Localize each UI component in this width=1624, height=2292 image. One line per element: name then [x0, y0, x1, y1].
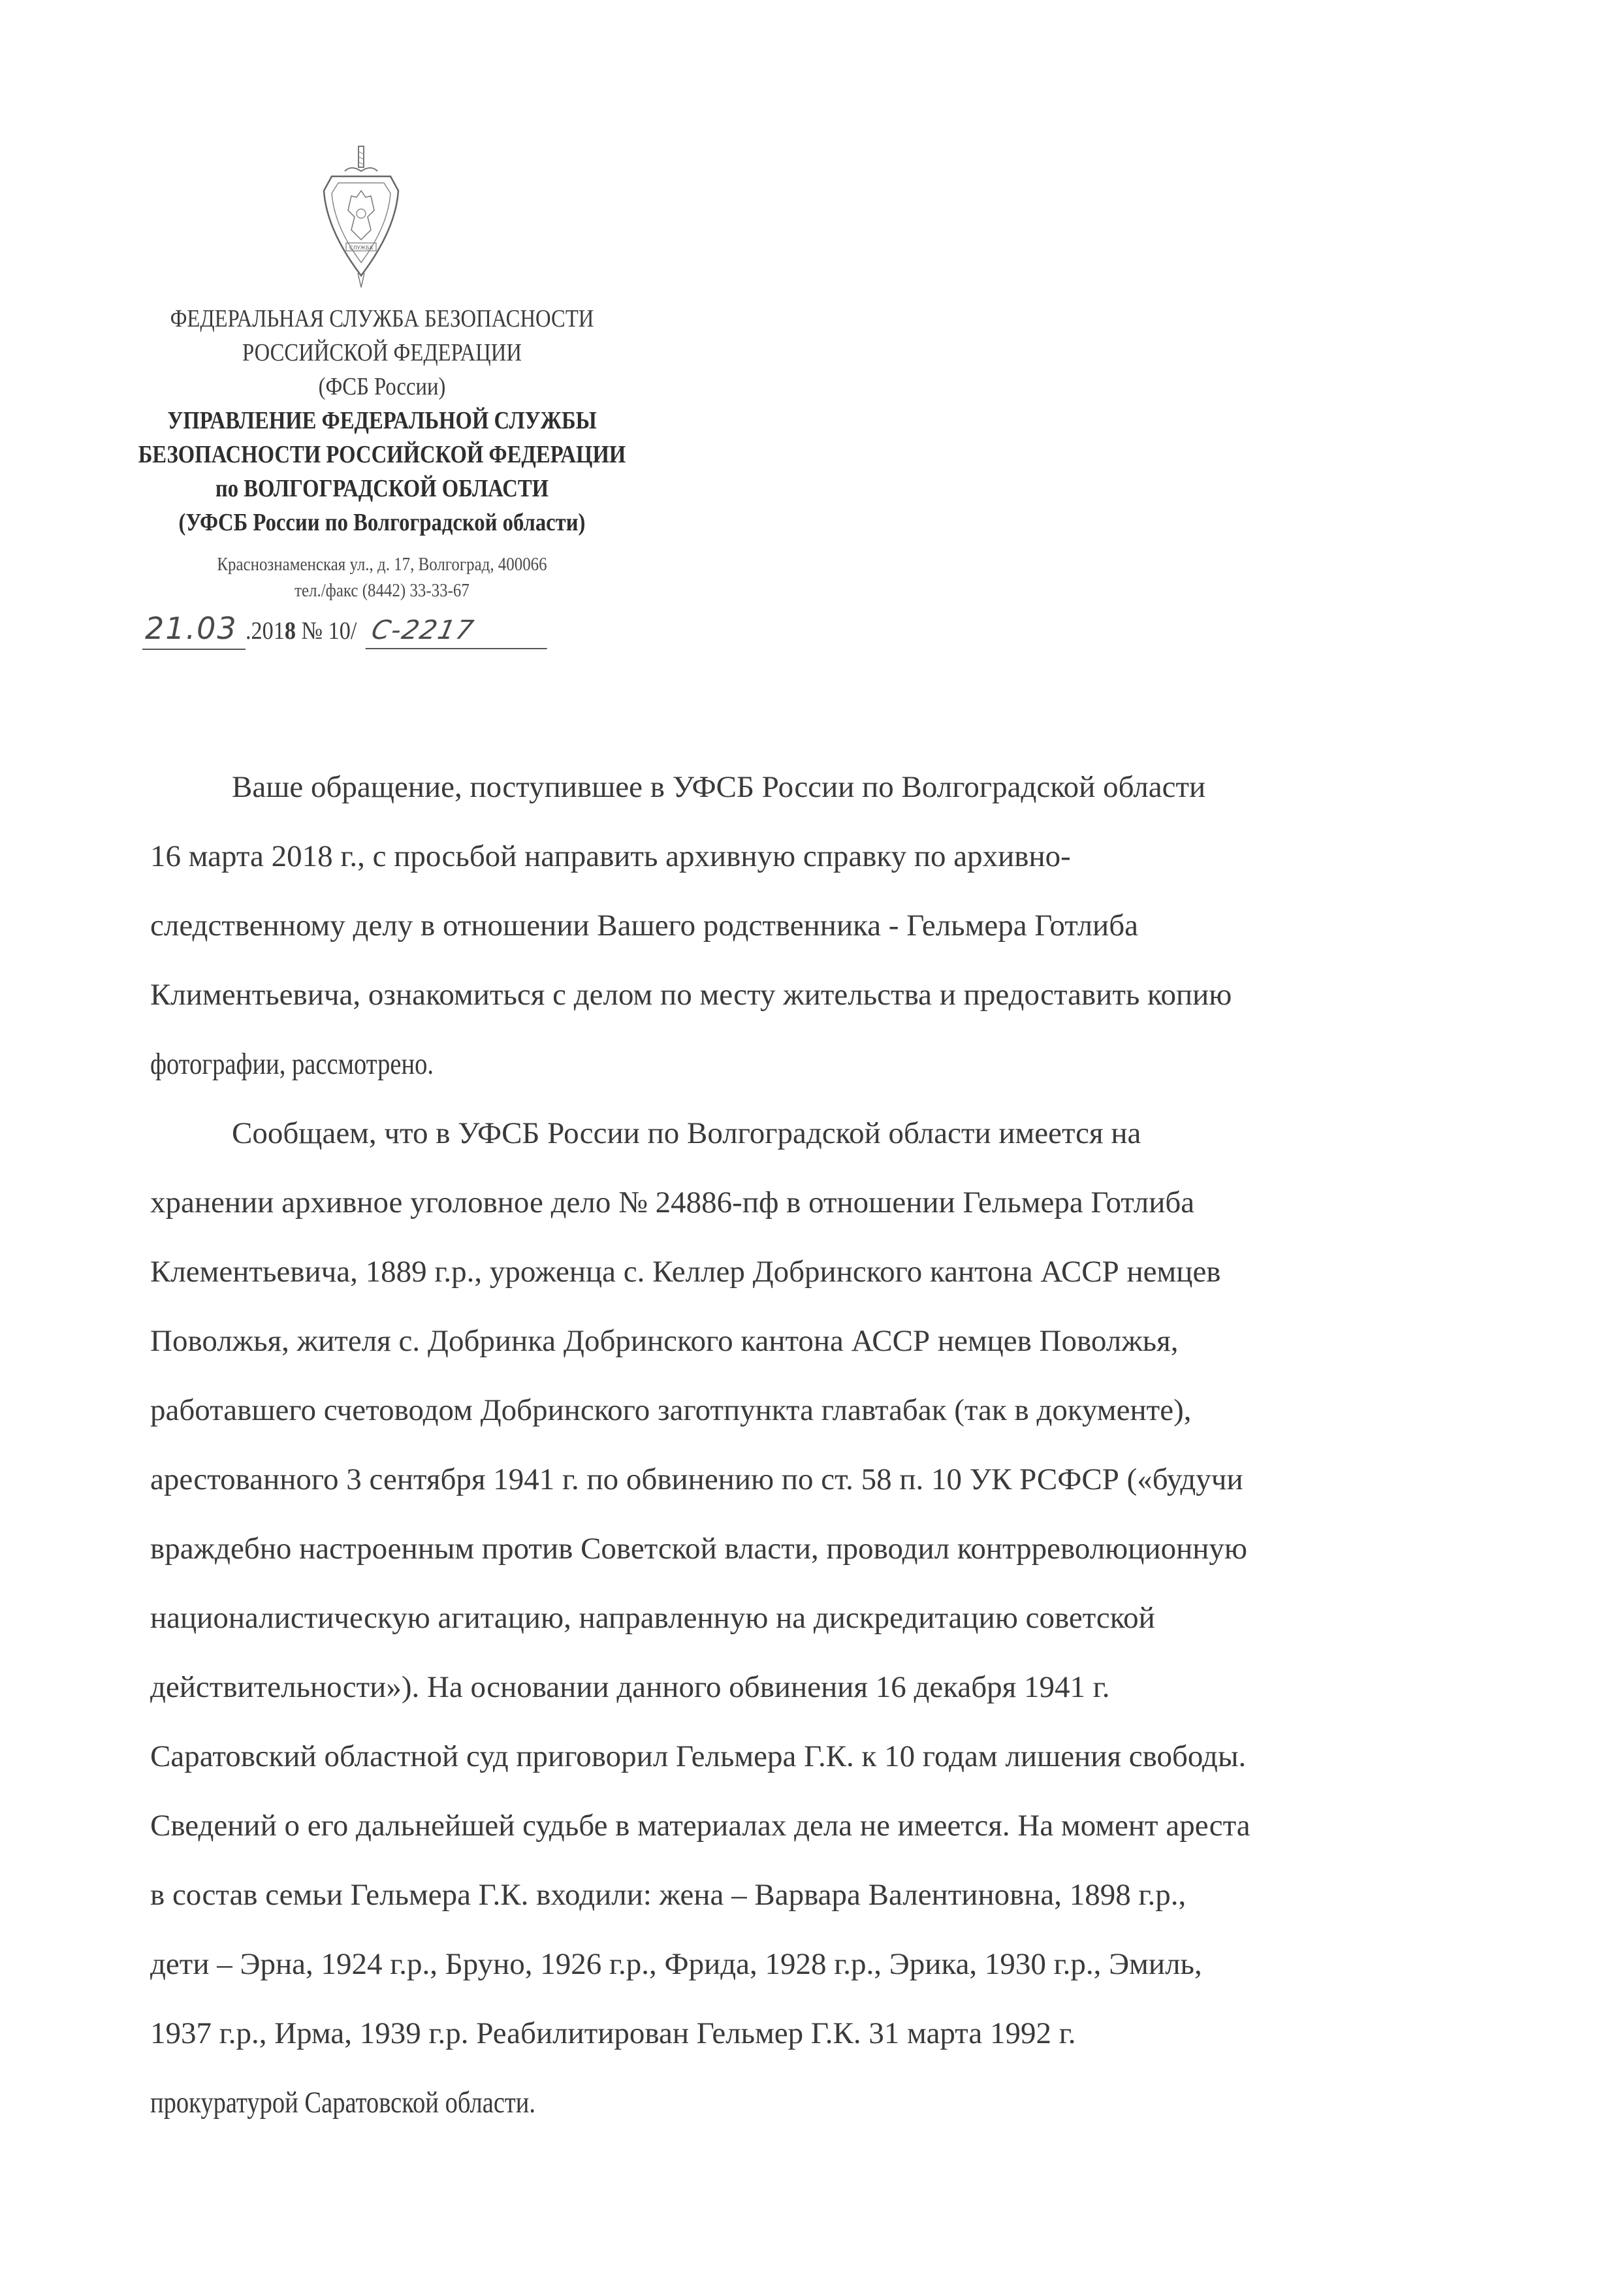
text-line: Саратовский областной суд приговорил Гельмера Г.К. к 10 годам лишения свободы. — [150, 1739, 1247, 1773]
paragraph-1 — [150, 752, 1505, 1099]
letterhead — [98, 302, 666, 604]
text-line: Сообщаем, что в УФСБ России по Волгоградской области имеется на — [232, 1116, 1141, 1150]
year-prefix: .201 — [246, 617, 285, 645]
registration-year — [246, 617, 357, 645]
letterhead-phone: тел./факс (8442) 33-33-67 — [295, 580, 470, 601]
registration-number-label: № 10/ — [301, 617, 357, 645]
registration-line — [142, 611, 599, 656]
text-line: следственному делу в отношении Вашего родственника - Гельмера Готлиба — [150, 909, 1138, 943]
text-line: Клементьевича, 1889 г.р., уроженца с. Келлер Добринского кантона АССР немцев — [150, 1255, 1221, 1289]
text-line: в состав семьи Гельмера Г.К. входили: жена – Варвара Валентиновна, 1898 г.р., — [150, 1878, 1186, 1912]
emblem-ribbon-text: СЛУЖБА — [349, 245, 374, 251]
text-line: арестованного 3 сентября 1941 г. по обвинению по ст. 58 п. 10 УК РСФСР («будучи — [150, 1462, 1243, 1496]
letterhead-bold-line: (УФСБ России по Волгоградской области) — [178, 509, 586, 536]
letterhead-bold-line: по ВОЛГОГРАДСКОЙ ОБЛАСТИ — [215, 475, 549, 502]
text-line: работавшего счетоводом Добринского заготпункта главтабак (так в документе), — [150, 1393, 1192, 1427]
fsb-emblem — [319, 145, 404, 289]
letterhead-bold-line: БЕЗОПАСНОСТИ РОССИЙСКОЙ ФЕДЕРАЦИИ — [138, 441, 626, 468]
letterhead-line: РОССИЙСКОЙ ФЕДЕРАЦИИ — [242, 339, 522, 366]
text-line: действительности»). На основании данного обвинения 16 декабря 1941 г. — [150, 1670, 1110, 1704]
text-line: враждебно настроенным против Советской власти, проводил контрреволюционную — [150, 1532, 1248, 1566]
handwritten-date: 21.03 — [142, 611, 246, 650]
text-line: дети – Эрна, 1924 г.р., Бруно, 1926 г.р., Фрида, 1928 г.р., Эрика, 1930 г.р., Эмиль, — [150, 1947, 1202, 1981]
text-line: прокуратурой Саратовской области. — [150, 2086, 536, 2120]
text-line: Поволжья, жителя с. Добринка Добринского кантона АССР немцев Поволжья, — [150, 1324, 1179, 1358]
year-digit: 8 — [284, 617, 296, 645]
letterhead-line: ФЕДЕРАЛЬНАЯ СЛУЖБА БЕЗОПАСНОСТИ — [170, 305, 594, 332]
text-line: Сведений о его дальнейшей судьбе в материалах дела не имеется. На момент ареста — [150, 1809, 1250, 1843]
handwritten-number: С-2217 — [366, 615, 554, 649]
text-line: 16 марта 2018 г., с просьбой направить архивную справку по архивно- — [150, 839, 1071, 873]
text-line: фотографии, рассмотрено. — [150, 1047, 434, 1081]
letterhead-bold-line: УПРАВЛЕНИЕ ФЕДЕРАЛЬНОЙ СЛУЖБЫ — [167, 407, 597, 434]
paragraph-2 — [150, 1099, 1505, 2137]
text-line: хранении архивное уголовное дело № 24886-пф в отношении Гельмера Готлиба — [150, 1186, 1195, 1219]
text-line: 1937 г.р., Ирма, 1939 г.р. Реабилитирован Гельмер Г.К. 31 марта 1992 г. — [150, 2016, 1076, 2050]
letter-body — [150, 752, 1505, 2137]
letterhead-address: Краснознаменская ул., д. 17, Волгоград, 400066 — [217, 554, 547, 575]
shield-sword-emblem-icon — [319, 145, 404, 289]
text-line: националистическую агитацию, направленную на дискредитацию советской — [150, 1601, 1155, 1635]
text-line: Климентьевича, ознакомиться с делом по месту жительства и предоставить копию — [150, 978, 1232, 1012]
letterhead-line: (ФСБ России) — [318, 373, 446, 400]
text-line: Ваше обращение, поступившее в УФСБ России по Волгоградской области — [232, 770, 1206, 804]
